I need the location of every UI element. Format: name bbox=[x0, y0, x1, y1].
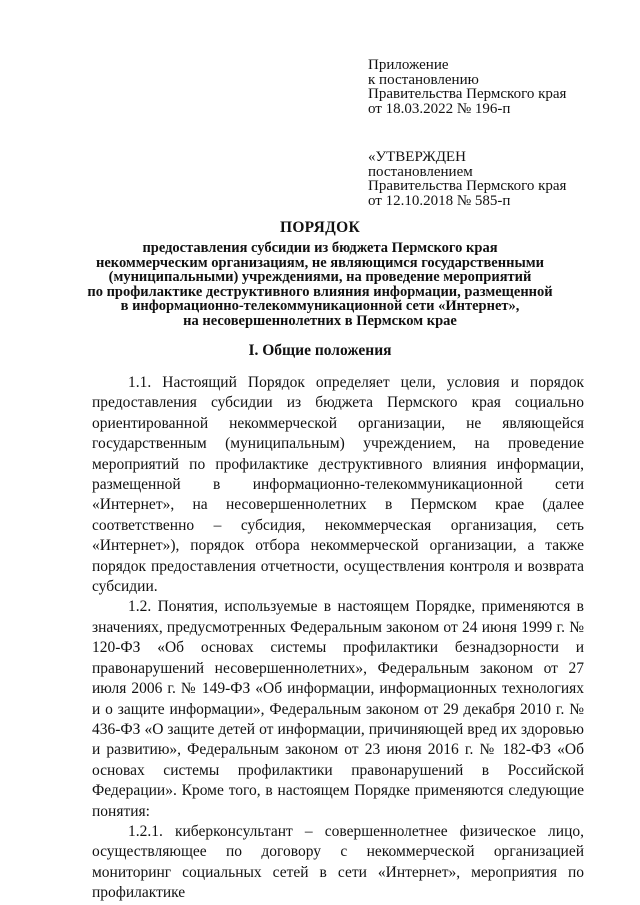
document-title: ПОРЯДОК bbox=[279, 219, 361, 236]
subtitle-line: предоставления субсидии из бюджета Пермского края bbox=[142, 240, 498, 256]
subtitle-line: на несовершеннолетних в Пермском крае bbox=[183, 312, 457, 329]
paragraph-1-1: 1.1. Настоящий Порядок определяет цели, условия и порядок предоставления субсидии из бюджета Пермского края социально ориентированной некоммерческой организации, не являющейся государственным (муниципальным) учреждением, на проведение мероприятий по профилактике деструктивного влияния информации, размещенной в информационно-телекоммуникационной сети «Интернет», на несовершеннолетних в Пермском крае (далее соответственно – субсидия, некоммерческая организация, сеть «Интернет»), порядок отбора некоммерческой организации, а также порядок предоставления отчетности, осуществления контроля и возврата субсидии. bbox=[92, 374, 584, 596]
appendix-line: Приложение bbox=[368, 57, 449, 73]
approval-stamp-block bbox=[368, 150, 566, 208]
approval-line: постановлением bbox=[368, 163, 473, 180]
document-subtitle bbox=[60, 241, 580, 328]
paragraph-1-2-1: 1.2.1. киберконсультант – совершеннолетнее физическое лицо, осуществляющее по договору с некоммерческой организацией мониторинг социальных сетей в сети «Интернет», мероприятия по профилактике bbox=[92, 822, 584, 902]
subtitle-line: (муниципальными) учреждениями, на проведение мероприятий bbox=[108, 269, 532, 285]
appendix-line: к постановлению bbox=[368, 71, 479, 88]
appendix-line: от 18.03.2022 № 196-п bbox=[368, 100, 511, 117]
approval-line: «УТВЕРЖДЕН bbox=[368, 149, 466, 165]
section-heading: I. Общие положения bbox=[248, 342, 392, 359]
paragraph-1-2: 1.2. Понятия, используемые в настоящем Порядке, применяются в значениях, предусмотренных Федеральным законом от 24 июня 1999 г. № 120-ФЗ «Об основах системы профилактики безнадзорности и правонарушений несовершеннолетних», Федеральным законом от 27 июля 2006 г. № 149-ФЗ «Об информации, информационных технологиях и о защите информации», Федеральным законом от 29 декабря 2010 г. № 436-ФЗ «О защите детей от информации, причиняющей вред их здоровью и развитию», Федеральным законом от 23 июня 2016 г. № 182-ФЗ «Об основах системы профилактики правонарушений в Российской Федерации». Кроме того, в настоящем Порядке применяются следующие понятия: bbox=[92, 598, 584, 820]
approval-line: от 12.10.2018 № 585-п bbox=[368, 192, 511, 209]
appendix-line: Правительства Пермского края bbox=[368, 86, 567, 102]
approval-line: Правительства Пермского края bbox=[368, 178, 567, 194]
body-text bbox=[92, 373, 584, 904]
subtitle-line: некоммерческим организациям, не являющимся государственными bbox=[96, 254, 544, 271]
appendix-block bbox=[368, 58, 566, 116]
subtitle-line: по профилактике деструктивного влияния информации, размещенной bbox=[87, 283, 553, 300]
subtitle-line: в информационно-телекоммуникационной сети «Интернет», bbox=[120, 298, 520, 314]
